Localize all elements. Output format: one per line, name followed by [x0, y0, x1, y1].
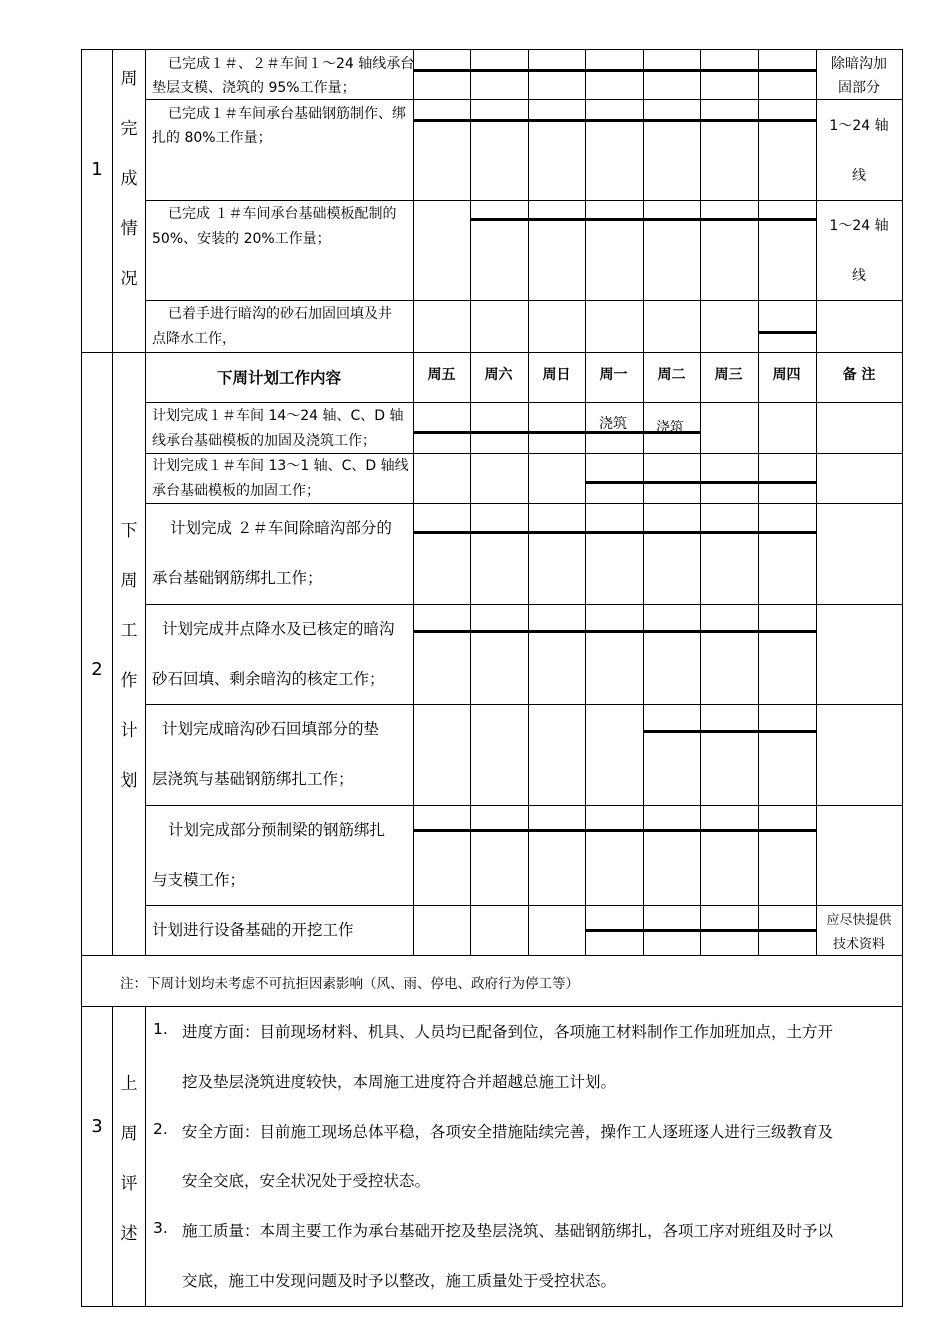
- task-text: 线承台基础模板的加固及浇筑工作；: [152, 433, 376, 449]
- task-text: 砂石回填、剩余暗沟的核定工作；: [152, 670, 385, 688]
- task-text: 已完成１＃、２＃车间１～24 轴线承台: [168, 56, 415, 72]
- header-day: 周五: [427, 367, 456, 383]
- header-day: 周四: [772, 367, 801, 383]
- remark: 除暗沟加: [831, 56, 887, 72]
- header-remark: 备 注: [842, 367, 876, 383]
- label-char: 工: [120, 621, 138, 641]
- task-text: 计划完成部分预制梁的钢筋绑扎: [168, 821, 386, 839]
- review-text: 安全交底，安全状况处于受控状态。: [182, 1172, 431, 1190]
- task-text: 计划完成１＃车间 14～24 轴、C、D 轴: [152, 408, 404, 424]
- grid-line: [145, 200, 903, 201]
- grid-line: [700, 49, 701, 955]
- label-char: 周: [120, 1124, 138, 1144]
- grid-line: [81, 49, 903, 50]
- task-text: 已着手进行暗沟的砂石加固回填及井: [168, 306, 392, 322]
- header-content: 下周计划工作内容: [216, 369, 341, 387]
- task-text: 已完成１＃车间承台基础钢筋制作、绑: [168, 106, 406, 122]
- label-char: 况: [120, 269, 138, 289]
- review-text: 挖及垫层浇筑进度较快，本周施工进度符合并超越总施工计划。: [182, 1073, 617, 1091]
- remark: 技术资料: [832, 937, 885, 952]
- grid-line: [81, 352, 903, 353]
- remark: 1～24 轴: [829, 218, 889, 234]
- label-char: 成: [120, 169, 138, 189]
- label-char: 评: [120, 1174, 138, 1194]
- plan-bar: [585, 929, 816, 932]
- label-char: 作: [120, 671, 138, 691]
- progress-bar: [413, 119, 816, 122]
- task-text: 点降水工作，: [152, 331, 236, 347]
- task-text: 计划完成暗沟砂石回填部分的垫: [162, 720, 380, 738]
- label-char: 周: [120, 571, 138, 591]
- header-day: 周六: [484, 367, 513, 383]
- review-index: 2.: [153, 1120, 168, 1138]
- grid-line: [145, 905, 903, 906]
- grid-line: [112, 1006, 113, 1307]
- grid-line: [758, 49, 759, 955]
- grid-line: [585, 49, 586, 955]
- section-number: 2: [91, 659, 103, 680]
- grid-line: [81, 955, 903, 956]
- header-day: 周二: [657, 367, 686, 383]
- review-text: 进度方面：目前现场材料、机具、人员均已配备到位，各项施工材料制作工作加班加点，土方开: [182, 1023, 834, 1041]
- grid-line: [145, 1006, 146, 1307]
- section-number: 1: [91, 159, 103, 180]
- review-index: 3.: [153, 1219, 168, 1237]
- label-char: 述: [120, 1224, 138, 1244]
- task-text: 50%、安装的 20%工作量；: [152, 231, 331, 247]
- label-char: 周: [120, 69, 138, 89]
- plan-bar: [643, 730, 816, 733]
- review-text: 施工质量：本周主要工作为承台基础开挖及垫层浇筑、基础钢筋绑扎，各项工序对班组及时予以: [182, 1222, 834, 1240]
- remark: 线: [852, 168, 866, 184]
- grid-line: [528, 49, 529, 955]
- header-day: 周三: [714, 367, 743, 383]
- remark: 应尽快提供: [826, 913, 892, 928]
- grid-line: [902, 49, 903, 1307]
- progress-bar: [413, 69, 816, 72]
- grid-line: [81, 1006, 903, 1007]
- task-text: 层浇筑与基础钢筋绑扎工作；: [152, 770, 354, 788]
- progress-bar: [758, 331, 816, 334]
- task-text: 计划完成１＃车间 13～1 轴、C、D 轴线: [152, 458, 409, 474]
- grid-line: [145, 300, 903, 301]
- label-char: 情: [120, 219, 138, 239]
- label-char: 完: [120, 119, 138, 139]
- task-text: 垫层支模、浇筑的 95%工作量；: [152, 80, 356, 96]
- bar-label: 浇筑: [599, 416, 627, 432]
- note-text: 注：下周计划均未考虑不可抗拒因素影响（风、雨、停电、政府行为停工等）: [120, 976, 579, 992]
- review-text: 安全方面：目前施工现场总体平稳，各项安全措施陆续完善，操作工人逐班逐人进行三级教育及: [182, 1123, 834, 1141]
- task-text: 与支模工作；: [152, 871, 246, 889]
- remark: 固部分: [838, 80, 880, 96]
- label-char: 计: [120, 721, 138, 741]
- task-text: 承台基础钢筋绑扎工作；: [152, 569, 323, 587]
- task-text: 承台基础模板的加固工作；: [152, 483, 320, 499]
- label-char: 上: [120, 1074, 138, 1094]
- grid-line: [413, 49, 414, 955]
- plan-bar: [413, 829, 816, 832]
- grid-line: [145, 402, 903, 403]
- task-text: 计划进行设备基础的开挖工作: [152, 921, 354, 939]
- plan-bar: [585, 481, 816, 484]
- grid-line: [145, 49, 146, 955]
- remark: 1～24 轴: [829, 118, 889, 134]
- review-index: 1.: [153, 1020, 168, 1038]
- task-text: 已完成 １＃车间承台基础模板配制的: [168, 206, 397, 222]
- bar-label: 浇筑: [656, 420, 684, 436]
- grid-line: [643, 49, 644, 955]
- review-text: 交底，施工中发现问题及时予以整改，施工质量处于受控状态。: [182, 1272, 617, 1290]
- task-text: 计划完成井点降水及已核定的暗沟: [162, 620, 395, 638]
- label-char: 下: [120, 521, 138, 541]
- remark: 线: [852, 268, 866, 284]
- plan-bar: [413, 531, 816, 534]
- header-day: 周一: [599, 367, 628, 383]
- header-day: 周日: [542, 367, 571, 383]
- label-char: 划: [120, 771, 138, 791]
- task-text: 扎的 80%工作量；: [152, 130, 272, 146]
- section-number: 3: [91, 1116, 103, 1137]
- progress-bar: [470, 218, 816, 221]
- task-text: 计划完成 ２＃车间除暗沟部分的: [170, 519, 392, 537]
- plan-bar: [413, 630, 816, 633]
- grid-line: [81, 1306, 903, 1307]
- grid-line: [470, 49, 471, 955]
